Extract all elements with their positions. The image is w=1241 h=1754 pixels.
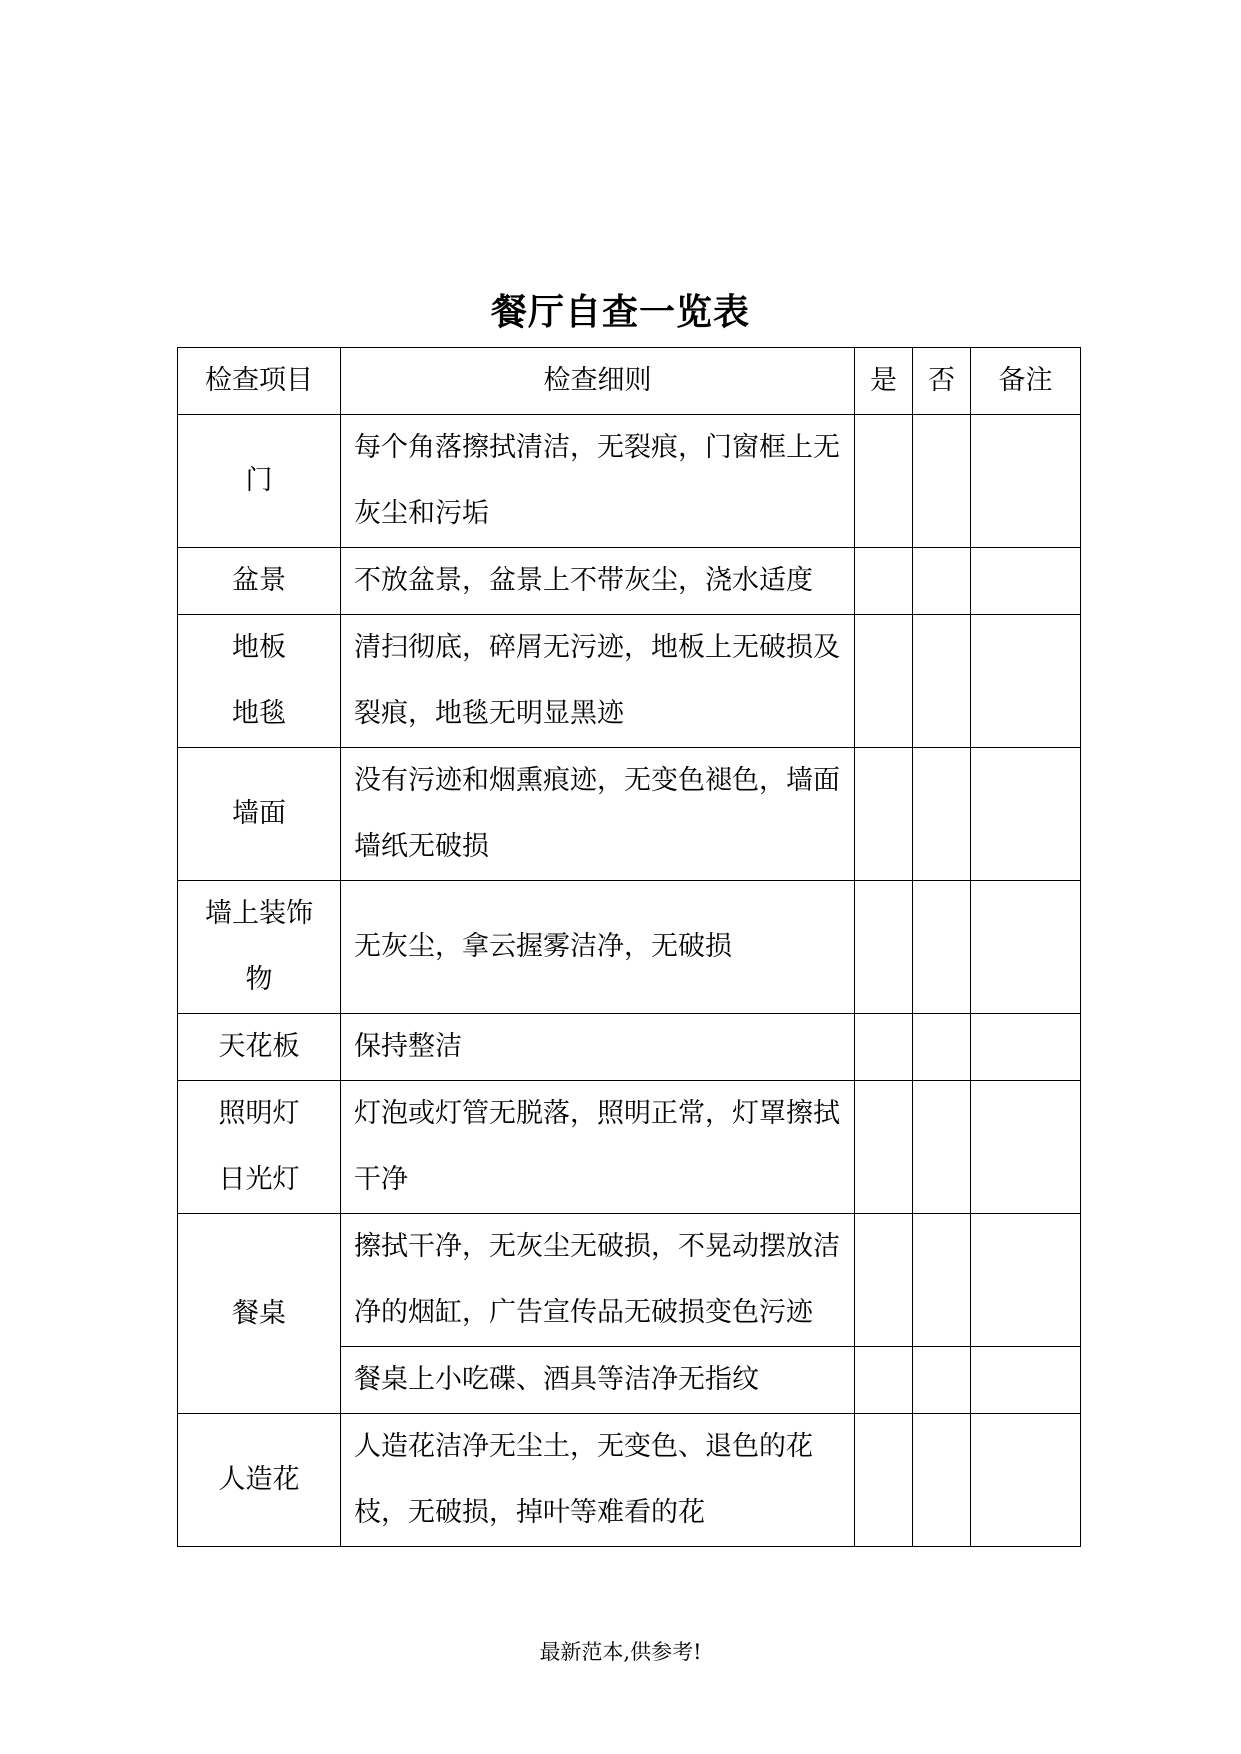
table-row <box>178 548 1081 615</box>
row-detail: 人造花洁净无尘土，无变色、退色的花枝，无破损，掉叶等难看的花 <box>341 1414 855 1547</box>
yes-cell[interactable] <box>855 615 913 748</box>
row-item: 天花板 <box>178 1014 341 1081</box>
row-item: 门 <box>178 415 341 548</box>
row-detail: 餐桌上小吃碟、酒具等洁净无指纹 <box>341 1347 855 1414</box>
header-item: 检查项目 <box>178 348 341 415</box>
no-cell[interactable] <box>913 1414 971 1547</box>
header-no: 否 <box>913 348 971 415</box>
header-remark: 备注 <box>971 348 1081 415</box>
remark-cell[interactable] <box>971 615 1081 748</box>
row-item: 盆景 <box>178 548 341 615</box>
row-item: 地板地毯 <box>178 615 341 748</box>
table-row <box>178 415 1081 548</box>
row-item: 餐桌 <box>178 1214 341 1414</box>
no-cell[interactable] <box>913 548 971 615</box>
remark-cell[interactable] <box>971 1081 1081 1214</box>
yes-cell[interactable] <box>855 1347 913 1414</box>
row-detail: 无灰尘，拿云握雾洁净，无破损 <box>341 881 855 1014</box>
no-cell[interactable] <box>913 1347 971 1414</box>
yes-cell[interactable] <box>855 1214 913 1347</box>
no-cell[interactable] <box>913 748 971 881</box>
row-detail: 灯泡或灯管无脱落，照明正常，灯罩擦拭干净 <box>341 1081 855 1214</box>
row-detail: 不放盆景，盆景上不带灰尘，浇水适度 <box>341 548 855 615</box>
remark-cell[interactable] <box>971 548 1081 615</box>
row-item: 照明灯日光灯 <box>178 1081 341 1214</box>
row-item: 墙上装饰物 <box>178 881 341 1014</box>
table-header-row <box>178 348 1081 415</box>
table-row <box>178 881 1081 1014</box>
header-detail: 检查细则 <box>341 348 855 415</box>
remark-cell[interactable] <box>971 881 1081 1014</box>
remark-cell[interactable] <box>971 415 1081 548</box>
yes-cell[interactable] <box>855 1014 913 1081</box>
remark-cell[interactable] <box>971 1214 1081 1347</box>
table-row <box>178 1014 1081 1081</box>
page-title: 餐厅自查一览表 <box>490 291 750 333</box>
table-row <box>178 1081 1081 1214</box>
row-detail: 每个角落擦拭清洁，无裂痕，门窗框上无灰尘和污垢 <box>341 415 855 548</box>
yes-cell[interactable] <box>855 1414 913 1547</box>
table-row <box>178 748 1081 881</box>
remark-cell[interactable] <box>971 748 1081 881</box>
row-detail: 没有污迹和烟熏痕迹，无变色褪色，墙面墙纸无破损 <box>341 748 855 881</box>
row-detail: 清扫彻底，碎屑无污迹，地板上无破损及裂痕，地毯无明显黑迹 <box>341 615 855 748</box>
no-cell[interactable] <box>913 415 971 548</box>
yes-cell[interactable] <box>855 415 913 548</box>
row-item: 墙面 <box>178 748 341 881</box>
remark-cell[interactable] <box>971 1347 1081 1414</box>
yes-cell[interactable] <box>855 1081 913 1214</box>
inspection-table <box>177 347 1081 1547</box>
no-cell[interactable] <box>913 1014 971 1081</box>
row-item: 人造花 <box>178 1414 341 1547</box>
table-row <box>178 1414 1081 1547</box>
no-cell[interactable] <box>913 881 971 1014</box>
table-row <box>178 1214 1081 1347</box>
no-cell[interactable] <box>913 1214 971 1347</box>
table-row <box>178 615 1081 748</box>
no-cell[interactable] <box>913 1081 971 1214</box>
yes-cell[interactable] <box>855 748 913 881</box>
footer-note: 最新范本,供参考! <box>539 1640 702 1664</box>
remark-cell[interactable] <box>971 1414 1081 1547</box>
yes-cell[interactable] <box>855 881 913 1014</box>
header-yes: 是 <box>855 348 913 415</box>
yes-cell[interactable] <box>855 548 913 615</box>
row-detail: 保持整洁 <box>341 1014 855 1081</box>
no-cell[interactable] <box>913 615 971 748</box>
remark-cell[interactable] <box>971 1014 1081 1081</box>
row-detail: 擦拭干净，无灰尘无破损，不晃动摆放洁净的烟缸，广告宣传品无破损变色污迹 <box>341 1214 855 1347</box>
